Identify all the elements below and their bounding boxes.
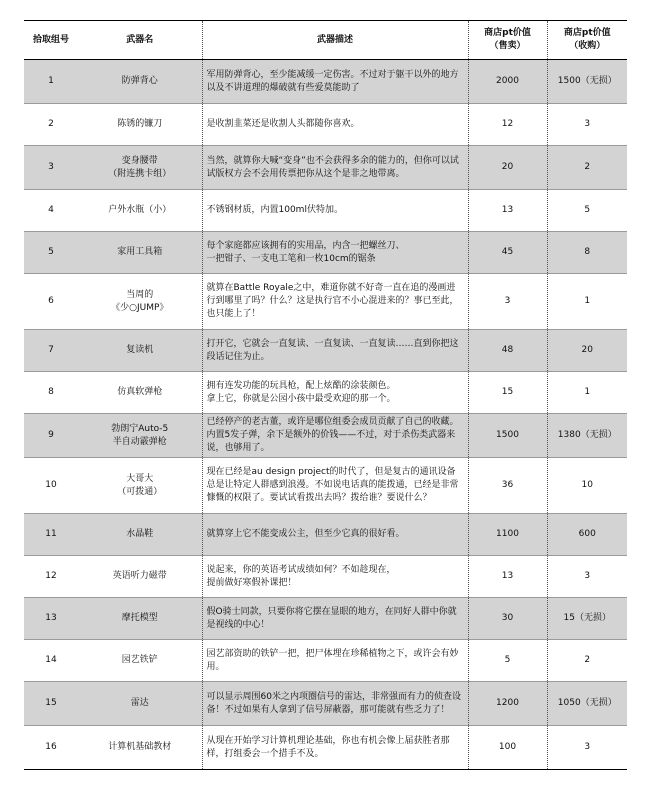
cell-name: 复读机 xyxy=(78,330,202,372)
cell-id: 16 xyxy=(24,726,78,770)
cell-sell: 1500 xyxy=(468,414,547,458)
cell-id: 5 xyxy=(24,232,78,274)
cell-desc: 现在已经是au design project的时代了，但是复古的通讯设备总是让特定人群感到浪漫。不如说电话真的能拨通，已经是非常慷慨的权限了。要试试看拨出去吗？拨给谁？要说什么？ xyxy=(202,458,468,514)
cell-desc: 可以显示周围60米之内项圈信号的雷达，非常强而有力的侦查设备！不过如果有人拿到了信号屏蔽器，那可能就有些乏力了！ xyxy=(202,682,468,726)
cell-buy: 3 xyxy=(547,104,627,146)
cell-id: 14 xyxy=(24,640,78,682)
cell-desc: 已经停产的老古董，或许是哪位组委会成员贡献了自己的收藏。内置5发子弹，余下是额外的价钱——不过，对于杀伤类武器来说，也够用了。 xyxy=(202,414,468,458)
cell-desc: 不锈钢材质，内置100ml伏特加。 xyxy=(202,190,468,232)
cell-sell: 2000 xyxy=(468,60,547,104)
cell-buy: 1 xyxy=(547,372,627,414)
cell-sell: 30 xyxy=(468,598,547,640)
cell-name: 仿真软弹枪 xyxy=(78,372,202,414)
cell-name: 防弹背心 xyxy=(78,60,202,104)
table-row xyxy=(24,414,627,458)
cell-id: 2 xyxy=(24,104,78,146)
table-row xyxy=(24,372,627,414)
header-buy: 商店pt价值 （收购） xyxy=(547,21,627,60)
table-row xyxy=(24,598,627,640)
cell-id: 4 xyxy=(24,190,78,232)
cell-buy: 1380（无损） xyxy=(547,414,627,458)
cell-desc: 园艺部资助的铁铲一把，把尸体埋在珍稀植物之下，或许会有妙用。 xyxy=(202,640,468,682)
header-sell: 商店pt价值 （售卖） xyxy=(468,21,547,60)
cell-name: 变身腰带 （附连携卡组） xyxy=(78,146,202,190)
cell-buy: 15（无损） xyxy=(547,598,627,640)
table-row xyxy=(24,640,627,682)
cell-sell: 20 xyxy=(468,146,547,190)
cell-name: 家用工具箱 xyxy=(78,232,202,274)
cell-buy: 5 xyxy=(547,190,627,232)
cell-sell: 48 xyxy=(468,330,547,372)
cell-buy: 1500（无损） xyxy=(547,60,627,104)
header-desc: 武器描述 xyxy=(202,21,468,60)
cell-desc: 每个家庭都应该拥有的实用品，内含一把螺丝刀、 一把钳子、一支电工笔和一枚10cm的锯条 xyxy=(202,232,468,274)
weapon-table xyxy=(24,20,627,770)
table-row xyxy=(24,556,627,598)
cell-name: 园艺铁铲 xyxy=(78,640,202,682)
cell-sell: 15 xyxy=(468,372,547,414)
cell-id: 13 xyxy=(24,598,78,640)
cell-id: 15 xyxy=(24,682,78,726)
cell-sell: 13 xyxy=(468,556,547,598)
header-id: 拾取组号 xyxy=(24,21,78,60)
cell-desc: 就算在Battle Royale之中，难道你就不好奇一直在追的漫画进行到哪里了吗？什么？这是执行官不小心混进来的？事已至此，也只能上了！ xyxy=(202,274,468,330)
cell-name: 户外水瓶（小） xyxy=(78,190,202,232)
cell-buy: 3 xyxy=(547,556,627,598)
cell-desc: 说起来，你的英语考试成绩如何？不如趁现在， 提前做好寒假补课把！ xyxy=(202,556,468,598)
table-row xyxy=(24,60,627,104)
table-row xyxy=(24,726,627,770)
cell-id: 11 xyxy=(24,514,78,556)
cell-name: 勃朗宁Auto-5 半自动霰弹枪 xyxy=(78,414,202,458)
cell-id: 6 xyxy=(24,274,78,330)
cell-sell: 45 xyxy=(468,232,547,274)
cell-desc: 拥有连发功能的玩具枪，配上炫酷的涂装颜色。 拿上它，你就是公园小孩中最受欢迎的那一个。 xyxy=(202,372,468,414)
cell-desc: 就算穿上它不能变成公主，但至少它真的很好看。 xyxy=(202,514,468,556)
cell-sell: 100 xyxy=(468,726,547,770)
cell-sell: 3 xyxy=(468,274,547,330)
cell-buy: 2 xyxy=(547,146,627,190)
cell-id: 9 xyxy=(24,414,78,458)
cell-desc: 军用防弹背心，至少能减缓一定伤害。不过对于躯干以外的地方以及不讲道理的爆破就有些爱莫能助了 xyxy=(202,60,468,104)
table-row xyxy=(24,458,627,514)
table-row xyxy=(24,146,627,190)
cell-buy: 8 xyxy=(547,232,627,274)
cell-id: 7 xyxy=(24,330,78,372)
cell-name: 陈锈的镰刀 xyxy=(78,104,202,146)
cell-buy: 10 xyxy=(547,458,627,514)
cell-name: 当周的 《少○JUMP》 xyxy=(78,274,202,330)
table-row xyxy=(24,514,627,556)
cell-buy: 3 xyxy=(547,726,627,770)
table-row xyxy=(24,190,627,232)
table-row xyxy=(24,232,627,274)
table-row xyxy=(24,330,627,372)
cell-buy: 1 xyxy=(547,274,627,330)
cell-sell: 13 xyxy=(468,190,547,232)
cell-name: 水晶鞋 xyxy=(78,514,202,556)
cell-id: 3 xyxy=(24,146,78,190)
cell-buy: 20 xyxy=(547,330,627,372)
cell-desc: 是收割韭菜还是收割人头都随你喜欢。 xyxy=(202,104,468,146)
cell-desc: 当然，就算你大喊“变身”也不会获得多余的能力的，但你可以试试版权方会不会用传票把你从这个是非之地带离。 xyxy=(202,146,468,190)
table-row xyxy=(24,274,627,330)
header-name: 武器名 xyxy=(78,21,202,60)
cell-sell: 1100 xyxy=(468,514,547,556)
cell-buy: 2 xyxy=(547,640,627,682)
cell-desc: 打开它，它就会一直复读、一直复读、一直复读……直到你把这段话记住为止。 xyxy=(202,330,468,372)
cell-sell: 5 xyxy=(468,640,547,682)
header-row xyxy=(24,21,627,60)
cell-sell: 12 xyxy=(468,104,547,146)
cell-name: 计算机基础教材 xyxy=(78,726,202,770)
table-row xyxy=(24,104,627,146)
cell-sell: 36 xyxy=(468,458,547,514)
cell-name: 英语听力磁带 xyxy=(78,556,202,598)
cell-desc: 假O骑士同款，只要你将它摆在显眼的地方，在同好人群中你就是视线的中心！ xyxy=(202,598,468,640)
cell-name: 摩托模型 xyxy=(78,598,202,640)
table-row xyxy=(24,682,627,726)
cell-id: 1 xyxy=(24,60,78,104)
cell-buy: 1050（无损） xyxy=(547,682,627,726)
cell-buy: 600 xyxy=(547,514,627,556)
cell-name: 雷达 xyxy=(78,682,202,726)
cell-id: 12 xyxy=(24,556,78,598)
cell-id: 10 xyxy=(24,458,78,514)
cell-id: 8 xyxy=(24,372,78,414)
cell-sell: 1200 xyxy=(468,682,547,726)
cell-desc: 从现在开始学习计算机理论基础，你也有机会像上届获胜者那样，打组委会一个措手不及。 xyxy=(202,726,468,770)
cell-name: 大哥大 （可拨通） xyxy=(78,458,202,514)
